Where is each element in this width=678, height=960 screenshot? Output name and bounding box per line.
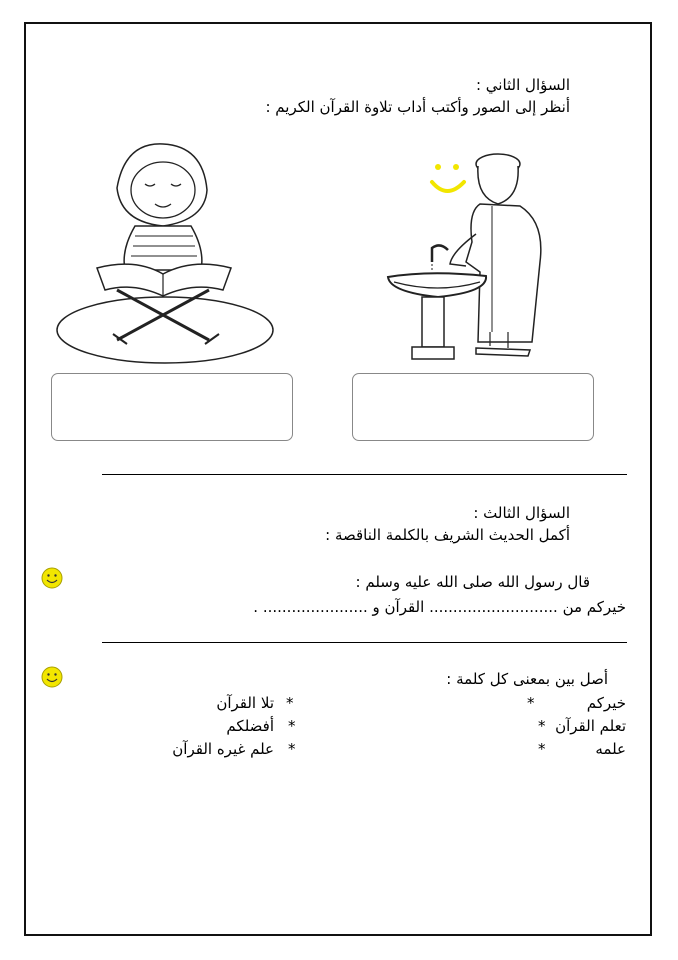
question-3-instruction: أكمل الحديث الشريف بالكلمة الناقصة :	[325, 526, 570, 544]
girl-reading-quran-illustration	[55, 140, 295, 368]
match-meaning: تلا القرآن	[216, 694, 274, 712]
question-2-title: السؤال الثاني :	[475, 76, 570, 94]
match-meaning: علم غيره القرآن	[172, 740, 274, 758]
smiley-icon	[41, 567, 63, 589]
hadith-line-2[interactable]: خيركم من ........................... القرآن و ...................... .	[253, 598, 626, 616]
answer-box-right[interactable]	[352, 373, 594, 441]
match-bullet: *	[538, 740, 546, 758]
divider-1	[102, 474, 627, 475]
question-3-title: السؤال الثالث :	[473, 504, 570, 522]
match-term: علمه	[595, 740, 626, 758]
match-bullet: *	[288, 740, 296, 758]
match-bullet: *	[286, 694, 294, 712]
matching-instruction: أصل بين بمعنى كل كلمة :	[446, 670, 608, 688]
match-bullet: *	[538, 717, 546, 735]
match-term: خيركم	[586, 694, 626, 712]
match-bullet: *	[527, 694, 535, 712]
smiley-icon	[41, 666, 63, 688]
hadith-line-1: قال رسول الله صلى الله عليه وسلم :	[355, 573, 590, 591]
match-bullet: *	[288, 717, 296, 735]
question-2-instruction: أنظر إلى الصور وأكتب أداب تلاوة القرآن الكريم :	[265, 98, 570, 116]
match-term: تعلم القرآن	[555, 717, 626, 735]
match-meaning: أفضلكم	[226, 717, 274, 735]
answer-box-left[interactable]	[51, 373, 293, 441]
divider-2	[102, 642, 627, 643]
washing-hands-illustration	[380, 142, 565, 367]
